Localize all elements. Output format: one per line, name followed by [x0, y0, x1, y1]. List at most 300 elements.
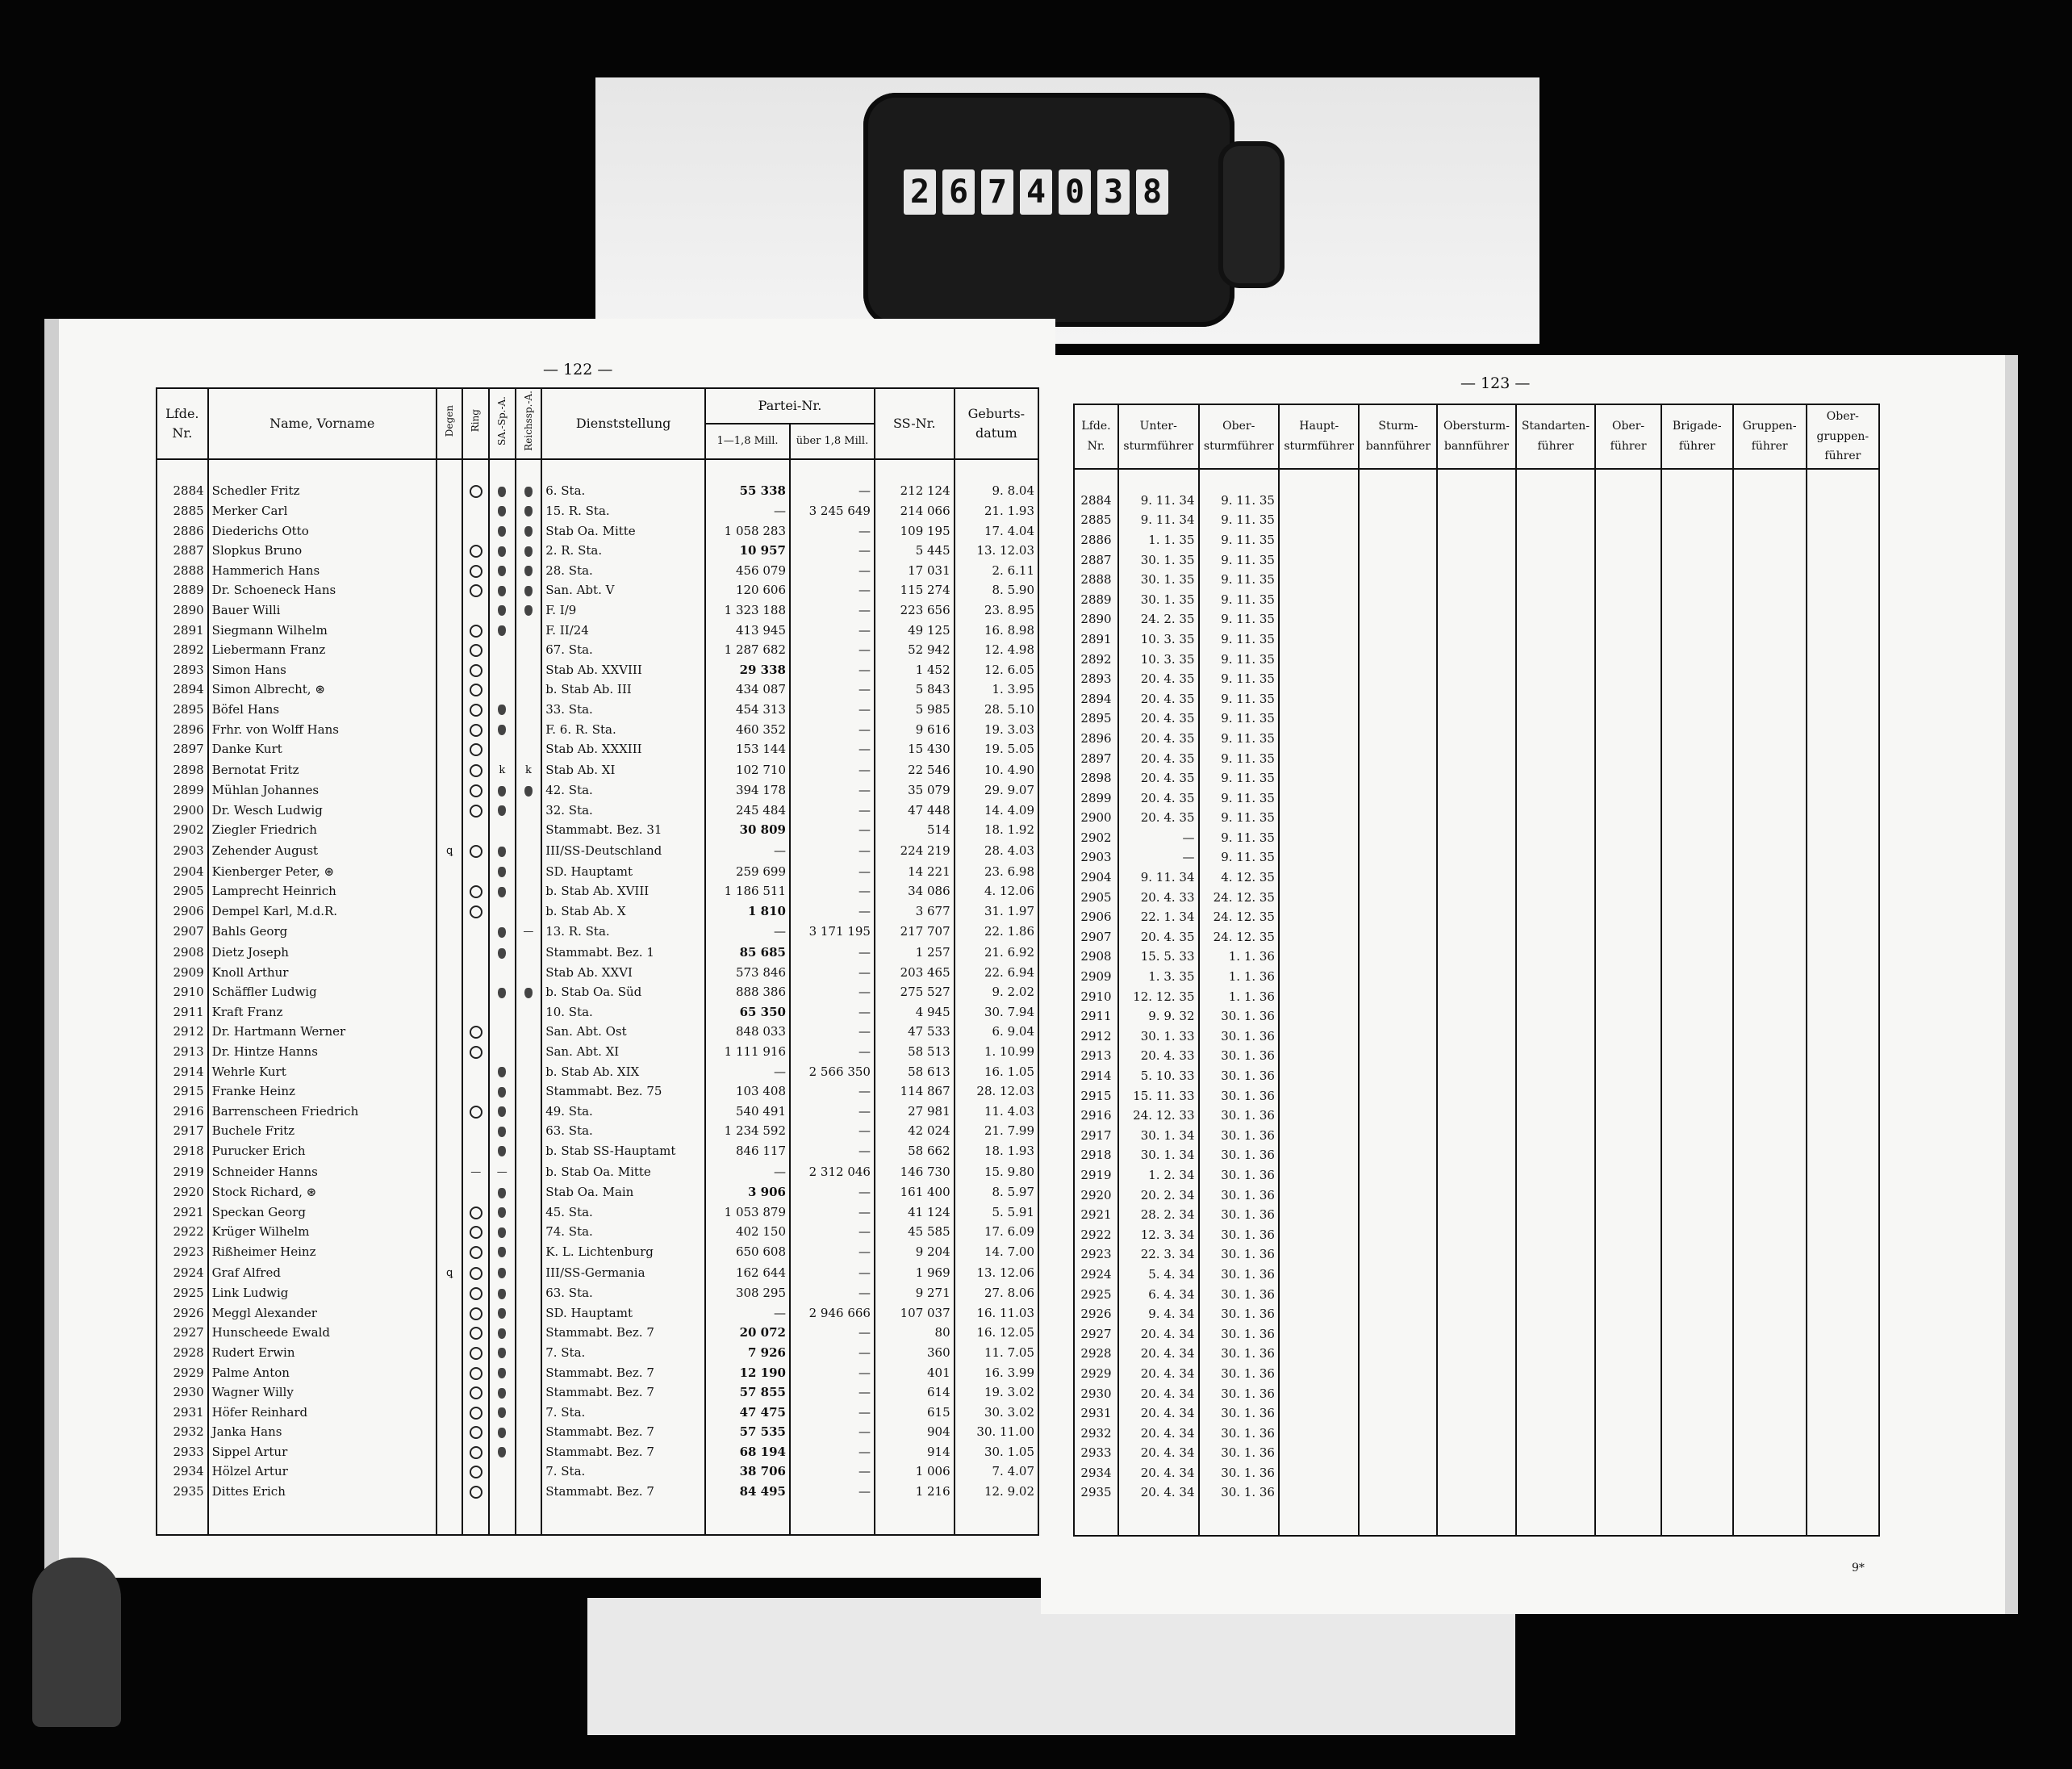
cell-rs	[516, 1343, 542, 1363]
cell-geburtsdatum: 13. 12.03	[955, 541, 1038, 561]
cell-geburtsdatum: 28. 12.03	[955, 1081, 1038, 1102]
cell-degen	[437, 1403, 463, 1423]
cell-sa	[489, 1062, 516, 1082]
cell-empty-rank	[1733, 1483, 1807, 1536]
cell-empty-rank	[1516, 768, 1595, 788]
cell-empty-rank	[1807, 570, 1879, 590]
cell-partei-2: —	[790, 561, 875, 581]
cell-empty-rank	[1359, 1225, 1437, 1245]
table-row	[1074, 947, 1879, 967]
frame-counter-device	[863, 93, 1234, 327]
cell-partei-1: 153 144	[705, 739, 790, 759]
cell-geburtsdatum: 30. 3.02	[955, 1403, 1038, 1423]
cell-empty-rank	[1279, 530, 1359, 550]
cell-empty-rank	[1437, 689, 1515, 709]
spacer-cell	[955, 459, 1038, 481]
ring-icon	[470, 1246, 482, 1259]
cell-empty-rank	[1516, 1304, 1595, 1324]
spacer-cell	[790, 459, 875, 481]
cell-empty-rank	[1279, 550, 1359, 571]
cell-nr: 2898	[157, 759, 208, 781]
cell-nr: 2907	[1074, 927, 1118, 947]
cell-empty-rank	[1661, 1483, 1733, 1536]
cell-geburtsdatum: 8. 5.90	[955, 580, 1038, 600]
cell-geburtsdatum: 6. 9.04	[955, 1022, 1038, 1042]
cell-name: Krüger Wilhelm	[208, 1222, 437, 1242]
cell-degen	[437, 1102, 463, 1122]
cell-empty-rank	[1359, 609, 1437, 629]
cell-sa	[489, 720, 516, 740]
cell-empty-rank	[1516, 1027, 1595, 1047]
cell-empty-rank	[1359, 987, 1437, 1007]
cell-nr: 2903	[1074, 847, 1118, 868]
cell-obersturmfuehrer: 1. 1. 36	[1199, 967, 1279, 987]
cell-partei-2: —	[790, 820, 875, 840]
cell-empty-rank	[1807, 1225, 1879, 1245]
col-header-ring: Ring	[462, 388, 489, 459]
spacer-cell	[1118, 469, 1198, 491]
cell-empty-rank	[1595, 1364, 1661, 1384]
cell-name: Hunscheede Ewald	[208, 1323, 437, 1343]
cell-empty-rank	[1279, 1324, 1359, 1345]
table-row	[1074, 689, 1879, 709]
cell-obersturmfuehrer: 4. 12. 35	[1199, 868, 1279, 888]
table-row	[157, 481, 1038, 501]
cell-ring	[462, 1462, 489, 1482]
table-row	[157, 780, 1038, 801]
cell-nr: 2917	[1074, 1126, 1118, 1146]
cell-ring	[462, 862, 489, 882]
cell-nr: 2922	[1074, 1225, 1118, 1245]
ring-icon	[470, 625, 482, 638]
col-header-rank: Gruppen-führer	[1733, 404, 1807, 469]
cell-partei-2: 3 171 195	[790, 921, 875, 943]
badge-icon	[498, 867, 506, 877]
cell-partei-2: —	[790, 1081, 875, 1102]
cell-name: Link Ludwig	[208, 1283, 437, 1303]
cell-empty-rank	[1733, 1403, 1807, 1424]
table-row	[1074, 1424, 1879, 1444]
table-row	[157, 1242, 1038, 1262]
cell-rs	[516, 780, 542, 801]
cell-dienststellung: III/SS-Germania	[541, 1262, 705, 1284]
cell-empty-rank	[1279, 689, 1359, 709]
cell-geburtsdatum: 23. 6.98	[955, 862, 1038, 882]
cell-empty-rank	[1437, 1443, 1515, 1463]
counter-digit: 2	[904, 169, 936, 215]
cell-nr: 2915	[157, 1081, 208, 1102]
badge-icon	[524, 546, 533, 557]
cell-empty-rank	[1279, 1344, 1359, 1364]
cell-empty-rank	[1661, 768, 1733, 788]
cell-empty-rank	[1807, 1443, 1879, 1463]
cell-empty-rank	[1279, 788, 1359, 809]
cell-rs	[516, 1121, 542, 1141]
cell-empty-rank	[1595, 590, 1661, 610]
table-row	[1074, 609, 1879, 629]
cell-empty-rank	[1733, 570, 1807, 590]
cell-ss-nr: 80	[875, 1323, 955, 1343]
cell-empty-rank	[1359, 868, 1437, 888]
cell-dienststellung: 7. Sta.	[541, 1343, 705, 1363]
table-row	[157, 881, 1038, 901]
cell-nr: 2902	[157, 820, 208, 840]
cell-rs	[516, 1283, 542, 1303]
cell-empty-rank	[1437, 1265, 1515, 1285]
cell-ss-nr: 203 465	[875, 963, 955, 983]
cell-empty-rank	[1595, 629, 1661, 650]
cell-obersturmfuehrer: 1. 1. 36	[1199, 987, 1279, 1007]
ring-icon	[470, 764, 482, 777]
cell-nr: 2929	[157, 1363, 208, 1383]
cell-empty-rank	[1807, 888, 1879, 908]
ring-icon	[470, 1426, 482, 1439]
cell-nr: 2913	[1074, 1046, 1118, 1066]
cell-ss-nr: 47 448	[875, 801, 955, 821]
cell-empty-rank	[1661, 1364, 1733, 1384]
spacer-cell	[1661, 469, 1733, 491]
cell-name: Höfer Reinhard	[208, 1403, 437, 1423]
cell-empty-rank	[1359, 570, 1437, 590]
cell-ring	[462, 921, 489, 943]
ring-icon	[470, 1307, 482, 1320]
cell-empty-rank	[1359, 1165, 1437, 1186]
cell-name: Danke Kurt	[208, 739, 437, 759]
cell-empty-rank	[1595, 609, 1661, 629]
cell-dienststellung: Stammabt. Bez. 75	[541, 1081, 705, 1102]
cell-partei-1: 1 323 188	[705, 600, 790, 621]
cell-geburtsdatum: 1. 10.99	[955, 1042, 1038, 1062]
cell-empty-rank	[1807, 868, 1879, 888]
cell-ss-nr: 360	[875, 1343, 955, 1363]
cell-obersturmfuehrer: 30. 1. 36	[1199, 1344, 1279, 1364]
cell-rs-text: k	[524, 763, 532, 776]
cell-empty-rank	[1359, 1205, 1437, 1225]
table-row	[1074, 1384, 1879, 1404]
cell-degen	[437, 963, 463, 983]
badge-icon	[498, 1328, 506, 1339]
cell-empty-rank	[1437, 491, 1515, 511]
cell-name: Buchele Fritz	[208, 1121, 437, 1141]
cell-rs	[516, 680, 542, 700]
cell-empty-rank	[1733, 629, 1807, 650]
cell-name: Sippel Artur	[208, 1442, 437, 1462]
cell-empty-rank	[1661, 1205, 1733, 1225]
cell-ring	[462, 1081, 489, 1102]
cell-rs	[516, 963, 542, 983]
cell-ring	[462, 1102, 489, 1122]
cell-nr: 2888	[157, 561, 208, 581]
cell-dienststellung: 2. R. Sta.	[541, 541, 705, 561]
cell-rs	[516, 1482, 542, 1535]
cell-dienststellung: Stab Ab. XXVIII	[541, 660, 705, 680]
ring-icon	[470, 1446, 482, 1459]
cell-empty-rank	[1595, 1145, 1661, 1165]
cell-dienststellung: 7. Sta.	[541, 1462, 705, 1482]
cell-empty-rank	[1437, 1145, 1515, 1165]
cell-ss-nr: 401	[875, 1363, 955, 1383]
cell-obersturmfuehrer: 30. 1. 36	[1199, 1244, 1279, 1265]
cell-degen	[437, 840, 463, 862]
cell-degen	[437, 1343, 463, 1363]
cell-nr: 2889	[157, 580, 208, 600]
cell-empty-rank	[1359, 888, 1437, 908]
cell-degen	[437, 862, 463, 882]
cell-empty-rank	[1437, 1384, 1515, 1404]
cell-empty-rank	[1733, 590, 1807, 610]
cell-nr: 2894	[157, 680, 208, 700]
cell-empty-rank	[1595, 1265, 1661, 1285]
cell-nr: 2905	[157, 881, 208, 901]
cell-empty-rank	[1437, 590, 1515, 610]
table-row	[157, 1462, 1038, 1482]
cell-empty-rank	[1807, 609, 1879, 629]
cell-empty-rank	[1359, 530, 1437, 550]
cell-empty-rank	[1279, 847, 1359, 868]
table-row	[1074, 987, 1879, 1007]
cell-empty-rank	[1661, 1106, 1733, 1126]
cell-nr: 2907	[157, 921, 208, 943]
cell-empty-rank	[1807, 1344, 1879, 1364]
cell-untersturmfuehrer: —	[1118, 828, 1198, 848]
cell-ring	[462, 1222, 489, 1242]
spacer-cell	[1074, 469, 1118, 491]
table-row	[1074, 1364, 1879, 1384]
cell-rs	[516, 1062, 542, 1082]
table-row	[157, 840, 1038, 862]
cell-rs	[516, 1303, 542, 1324]
cell-partei-2: —	[790, 840, 875, 862]
cell-empty-rank	[1661, 808, 1733, 828]
col-header-rank: Standarten-führer	[1516, 404, 1595, 469]
cell-empty-rank	[1733, 947, 1807, 967]
cell-empty-rank	[1279, 709, 1359, 729]
cell-empty-rank	[1807, 650, 1879, 670]
cell-geburtsdatum: 12. 6.05	[955, 660, 1038, 680]
cell-degen	[437, 700, 463, 720]
cell-empty-rank	[1279, 1463, 1359, 1483]
ring-icon	[470, 1207, 482, 1219]
cell-partei-1: 1 287 682	[705, 640, 790, 660]
cell-ss-nr: 914	[875, 1442, 955, 1462]
cell-empty-rank	[1595, 1304, 1661, 1324]
cell-untersturmfuehrer: 20. 4. 34	[1118, 1344, 1198, 1364]
table-row	[157, 1141, 1038, 1161]
cell-degen	[437, 621, 463, 641]
cell-partei-1: 454 313	[705, 700, 790, 720]
cell-empty-rank	[1359, 927, 1437, 947]
cell-degen	[437, 501, 463, 521]
cell-obersturmfuehrer: 9. 11. 35	[1199, 669, 1279, 689]
cell-untersturmfuehrer: 6. 4. 34	[1118, 1285, 1198, 1305]
cell-partei-1: 47 475	[705, 1403, 790, 1423]
cell-ss-nr: 1 006	[875, 1462, 955, 1482]
cell-ss-nr: 217 707	[875, 921, 955, 943]
cell-nr: 2918	[1074, 1145, 1118, 1165]
cell-empty-rank	[1359, 808, 1437, 828]
cell-rs	[516, 561, 542, 581]
cell-empty-rank	[1595, 1066, 1661, 1086]
cell-empty-rank	[1733, 1027, 1807, 1047]
cell-degen-text: ꝗ	[445, 845, 453, 858]
cell-untersturmfuehrer: 9. 11. 34	[1118, 868, 1198, 888]
cell-empty-rank	[1437, 570, 1515, 590]
cell-empty-rank	[1807, 1244, 1879, 1265]
cell-degen	[437, 780, 463, 801]
badge-icon	[498, 1388, 506, 1399]
badge-icon	[524, 586, 533, 596]
background-paper-bottom	[587, 1598, 1515, 1735]
cell-untersturmfuehrer: 24. 2. 35	[1118, 609, 1198, 629]
cell-empty-rank	[1279, 987, 1359, 1007]
cell-empty-rank	[1516, 1126, 1595, 1146]
cell-empty-rank	[1516, 1364, 1595, 1384]
badge-icon	[498, 887, 506, 897]
cell-sa	[489, 700, 516, 720]
cell-empty-rank	[1437, 967, 1515, 987]
cell-empty-rank	[1516, 828, 1595, 848]
cell-empty-rank	[1279, 491, 1359, 511]
spacer-row	[157, 459, 1038, 481]
cell-ring	[462, 1202, 489, 1223]
cell-ring	[462, 501, 489, 521]
cell-empty-rank	[1437, 669, 1515, 689]
cell-empty-rank	[1516, 650, 1595, 670]
cell-sa	[489, 1403, 516, 1423]
badge-icon	[498, 1348, 506, 1358]
cell-empty-rank	[1359, 1186, 1437, 1206]
cell-sa	[489, 982, 516, 1002]
spacer-cell	[1733, 469, 1807, 491]
cell-empty-rank	[1595, 1463, 1661, 1483]
cell-geburtsdatum: 9. 2.02	[955, 982, 1038, 1002]
cell-ss-nr: 1 452	[875, 660, 955, 680]
cell-rs	[516, 541, 542, 561]
cell-ring	[462, 1323, 489, 1343]
cell-empty-rank	[1733, 1225, 1807, 1245]
cell-empty-rank	[1359, 1265, 1437, 1285]
cell-partei-2: —	[790, 739, 875, 759]
table-row	[157, 1081, 1038, 1102]
cell-obersturmfuehrer: 30. 1. 36	[1199, 1384, 1279, 1404]
cell-rs	[516, 1081, 542, 1102]
cell-partei-1: 57 855	[705, 1382, 790, 1403]
cell-obersturmfuehrer: 30. 1. 36	[1199, 1126, 1279, 1146]
cell-ring	[462, 1422, 489, 1442]
cell-nr: 2923	[157, 1242, 208, 1262]
cell-empty-rank	[1595, 927, 1661, 947]
cell-empty-rank	[1516, 907, 1595, 927]
cell-nr: 2925	[1074, 1285, 1118, 1305]
table-row	[1074, 650, 1879, 670]
cell-geburtsdatum: 10. 4.90	[955, 759, 1038, 781]
badge-icon	[498, 1146, 506, 1156]
cell-empty-rank	[1661, 491, 1733, 511]
cell-empty-rank	[1661, 669, 1733, 689]
cell-empty-rank	[1595, 1205, 1661, 1225]
cell-empty-rank	[1595, 510, 1661, 530]
cell-empty-rank	[1279, 629, 1359, 650]
cell-empty-rank	[1359, 749, 1437, 769]
cell-empty-rank	[1279, 1126, 1359, 1146]
cell-partei-2: —	[790, 660, 875, 680]
badge-icon	[498, 1227, 506, 1238]
cell-rs	[516, 720, 542, 740]
cell-empty-rank	[1661, 1304, 1733, 1324]
table-row	[157, 1303, 1038, 1324]
badge-icon	[524, 786, 533, 797]
cell-empty-rank	[1437, 1483, 1515, 1536]
cell-degen	[437, 1382, 463, 1403]
table-row	[1074, 1304, 1879, 1324]
cell-ss-nr: 52 942	[875, 640, 955, 660]
col-header-reichssp-a: Reichssp.-A.	[516, 388, 542, 459]
cell-empty-rank	[1595, 1006, 1661, 1027]
cell-obersturmfuehrer: 30. 1. 36	[1199, 1165, 1279, 1186]
cell-empty-rank	[1733, 1244, 1807, 1265]
cell-nr: 2904	[1074, 868, 1118, 888]
cell-empty-rank	[1516, 947, 1595, 967]
cell-rs	[516, 700, 542, 720]
cell-empty-rank	[1437, 1006, 1515, 1027]
badge-icon	[498, 1067, 506, 1077]
cell-sa	[489, 1141, 516, 1161]
cell-empty-rank	[1359, 1304, 1437, 1324]
cell-empty-rank	[1516, 749, 1595, 769]
cell-sa	[489, 1363, 516, 1383]
cell-nr: 2930	[1074, 1384, 1118, 1404]
cell-partei-2: —	[790, 759, 875, 781]
cell-dienststellung: Stammabt. Bez. 7	[541, 1363, 705, 1383]
cell-dienststellung: Stab Oa. Main	[541, 1182, 705, 1202]
cell-nr: 2885	[157, 501, 208, 521]
cell-name: Slopkus Bruno	[208, 541, 437, 561]
cell-empty-rank	[1437, 1344, 1515, 1364]
cell-empty-rank	[1516, 1324, 1595, 1345]
cell-degen	[437, 720, 463, 740]
cell-ring	[462, 481, 489, 501]
cell-empty-rank	[1516, 590, 1595, 610]
cell-empty-rank	[1661, 510, 1733, 530]
cell-dienststellung: SD. Hauptamt	[541, 1303, 705, 1324]
cell-name: Dr. Hintze Hanns	[208, 1042, 437, 1062]
cell-ring	[462, 1121, 489, 1141]
cell-partei-1: 103 408	[705, 1081, 790, 1102]
cell-empty-rank	[1516, 888, 1595, 908]
cell-ss-nr: 614	[875, 1382, 955, 1403]
cell-empty-rank	[1279, 1106, 1359, 1126]
cell-dienststellung: b. Stab Ab. XIX	[541, 1062, 705, 1082]
cell-empty-rank	[1516, 669, 1595, 689]
cell-partei-1: 3 906	[705, 1182, 790, 1202]
cell-name: Purucker Erich	[208, 1141, 437, 1161]
cell-obersturmfuehrer: 30. 1. 36	[1199, 1265, 1279, 1285]
cell-obersturmfuehrer: 9. 11. 35	[1199, 749, 1279, 769]
cell-ss-nr: 1 969	[875, 1262, 955, 1284]
cell-partei-1: —	[705, 840, 790, 862]
cell-sa-text: —	[496, 1165, 508, 1178]
cell-ss-nr: 22 546	[875, 759, 955, 781]
cell-empty-rank	[1595, 689, 1661, 709]
cell-nr: 2923	[1074, 1244, 1118, 1265]
cell-empty-rank	[1661, 1225, 1733, 1245]
cell-ring	[462, 720, 489, 740]
cell-empty-rank	[1595, 1443, 1661, 1463]
cell-name: Janka Hans	[208, 1422, 437, 1442]
col-header-sa-sp-a: SA.-Sp.-A.	[489, 388, 516, 459]
cell-partei-2: —	[790, 580, 875, 600]
cell-ring	[462, 759, 489, 781]
